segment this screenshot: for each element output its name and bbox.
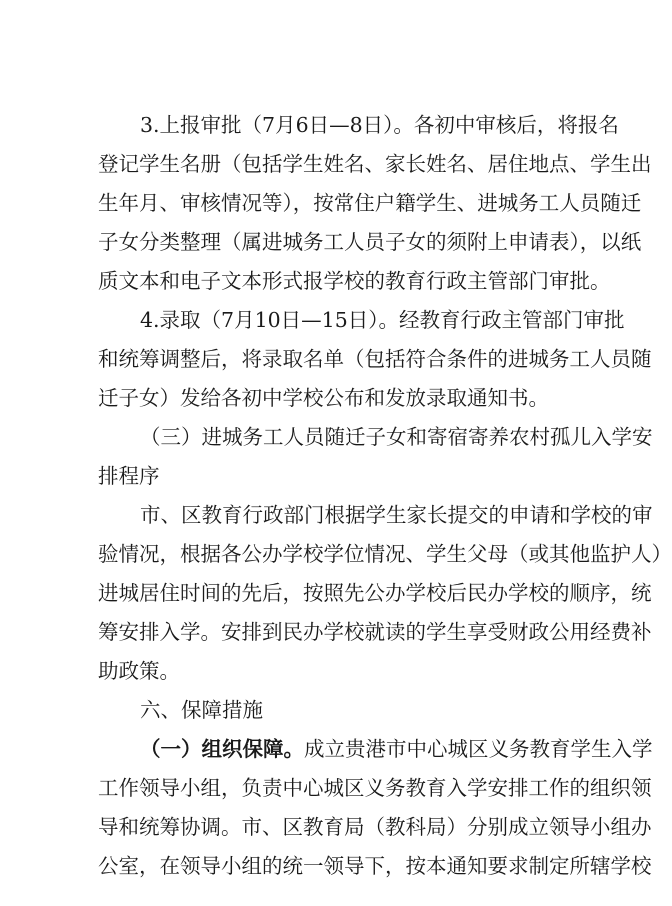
- para-5-line-4: 筹安排入学。安排到民办学校就读的学生享受财政公用经费补: [98, 620, 652, 644]
- para-3-line-1: 3.上报审批（7月6日—8日）。各初中审核后，将报名: [140, 113, 619, 137]
- para-5-line-3: 进城居住时间的先后，按照先公办学校后民办学校的顺序，统: [98, 581, 652, 605]
- section-3-heading-line-1: （三）进城务工人员随迁子女和寄宿寄养农村孤儿入学安: [140, 425, 653, 449]
- para-6-line-2: 工作领导小组，负责中心城区义务教育入学安排工作的组织领: [98, 776, 652, 800]
- para-6-bold-lead: （一）组织保障。: [140, 737, 304, 761]
- para-5-line-1: 市、区教育行政部门根据学生家长提交的申请和学校的审: [140, 503, 653, 527]
- para-6-line-3: 导和统筹协调。市、区教育局（教科局）分别成立领导小组办: [98, 815, 652, 839]
- para-3-line-3: 生年月、审核情况等），按常住户籍学生、进城务工人员随迁: [98, 191, 642, 215]
- section-6-title: 六、保障措施: [140, 698, 263, 722]
- para-4-line-3: 迁子女）发给各初中学校公布和发放录取通知书。: [98, 386, 549, 410]
- para-5-line-5: 助政策。: [98, 659, 180, 683]
- para-3-line-5: 质文本和电子文本形式报学校的教育行政主管部门审批。: [98, 269, 611, 293]
- para-3-line-4: 子女分类整理（属进城务工人员子女的须附上申请表），以纸: [98, 230, 642, 254]
- section-3-heading-line-2: 排程序: [98, 464, 160, 488]
- para-4-line-1: 4.录取（7月10日—15日）。经教育行政主管部门审批: [140, 308, 625, 332]
- para-6-line-1-rest: 成立贵港市中心城区义务教育学生入学: [304, 737, 653, 761]
- para-3-line-2: 登记学生名册（包括学生姓名、家长姓名、居住地点、学生出: [98, 152, 652, 176]
- para-4-line-2: 和统筹调整后，将录取名单（包括符合条件的进城务工人员随: [98, 347, 652, 371]
- para-6-line-1: [140, 735, 653, 763]
- para-5-line-2: 验情况，根据各公办学校学位情况、学生父母（或其他监护人）: [98, 542, 672, 566]
- para-6-line-4: 公室，在领导小组的统一领导下，按本通知要求制定所辖学校: [98, 854, 652, 878]
